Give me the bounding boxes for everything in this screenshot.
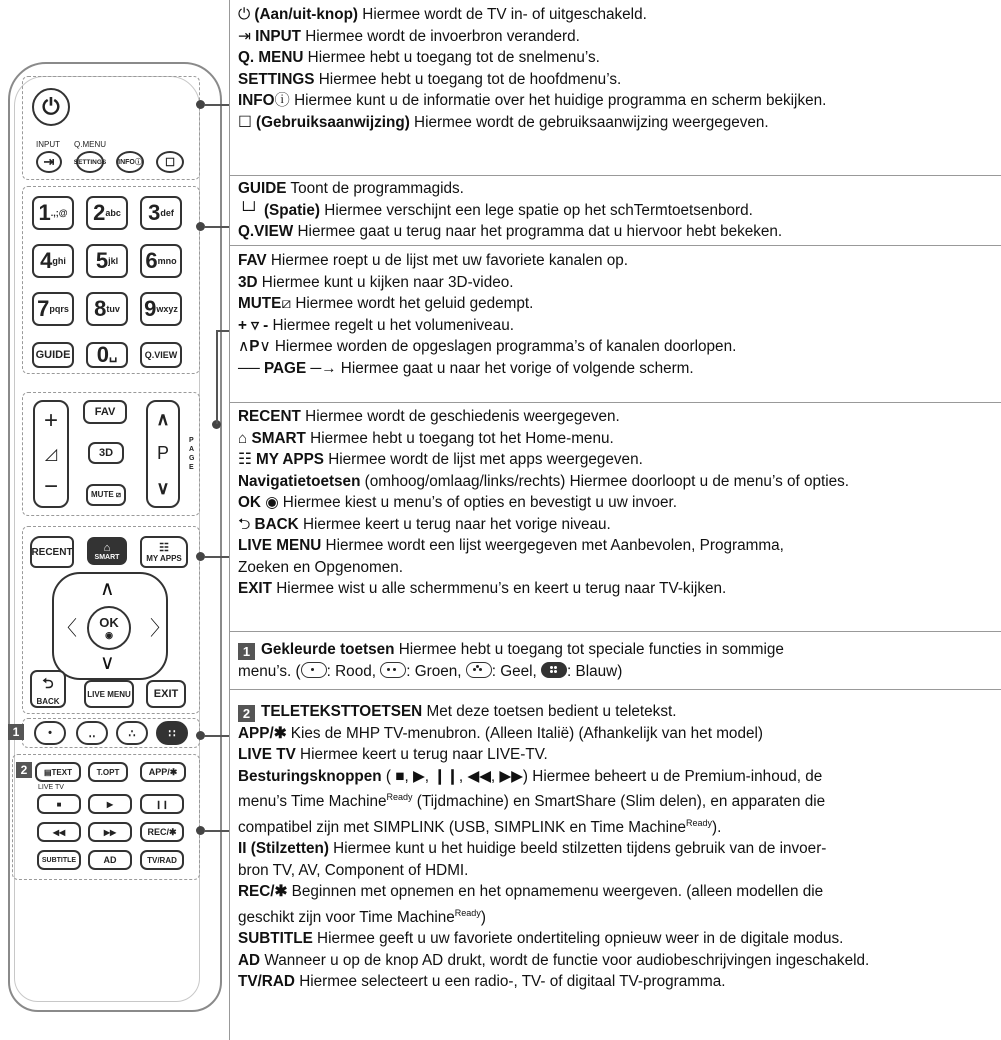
- number-key[interactable]: [32, 244, 74, 278]
- recent-button[interactable]: [30, 536, 74, 568]
- tvrad-button[interactable]: [140, 850, 184, 870]
- row-user-guide: ☐ (Gebruiksaanwijzing) Hiermee wordt de gebruiksaanwijzing weergegeven.: [238, 113, 769, 131]
- number-key[interactable]: [32, 196, 74, 230]
- qmenu-caption: Q.MENU: [74, 140, 106, 149]
- green-key-icon: [380, 662, 406, 678]
- number-key-letters: ghi: [52, 256, 66, 266]
- number-key[interactable]: [140, 196, 182, 230]
- row-livemenu: LIVE MENU Hiermee wordt een lijst weergegeven met Aanbevolen, Programma,: [238, 537, 784, 554]
- row-power: ⏻ (Aan/uit-knop) Hiermee wordt de TV in- of uitgeschakeld.: [238, 6, 647, 23]
- back-arrow-icon: ⮌: [42, 674, 54, 691]
- zero-label: 0: [96, 342, 109, 367]
- yellow-key-icon: [466, 662, 492, 678]
- number-key[interactable]: [32, 292, 74, 326]
- threed-icon: 3D: [238, 273, 258, 291]
- row-pause: II (Stilzetten) Hiermee kunt u het huidige beeld stilzetten tijdens gebruik van de invoer-: [238, 840, 827, 858]
- space-icon: ␣: [108, 347, 118, 362]
- input-button[interactable]: [36, 151, 62, 173]
- section-power-input: [229, 0, 1001, 175]
- number-key-letters: .,;@: [50, 208, 68, 218]
- leader-line-2: [204, 226, 230, 228]
- row-mute: MUTE⧄ Hiermee wordt het geluid gedempt.: [238, 295, 534, 312]
- stop-icon: ■: [56, 799, 62, 809]
- leader-line-3b: [216, 330, 230, 332]
- number-key-letters: abc: [105, 208, 121, 218]
- stop-button[interactable]: [37, 794, 81, 814]
- play-button[interactable]: [88, 794, 132, 814]
- row-livetv: LIVE TV Hiermee keert u terug naar LIVE-TV.: [238, 746, 548, 763]
- rec-button[interactable]: [140, 822, 184, 842]
- description-panel: [229, 0, 1001, 1040]
- exit-label: EXIT: [153, 688, 179, 700]
- pause-icon: ❙❙: [155, 799, 169, 809]
- topt-label: T.OPT: [96, 767, 120, 777]
- play-icon: ▶: [106, 799, 114, 809]
- ad-button[interactable]: [88, 850, 132, 870]
- ok-label: OK: [99, 615, 119, 630]
- row-controls-cont2: compatibel zijn met SIMPLINK (USB, SIMPLINK en Time Machine$^{Ready}$).: [238, 817, 722, 836]
- section-volume: [229, 245, 1001, 402]
- home-icon: ⌂: [238, 429, 248, 447]
- app-label: APP/✱: [148, 766, 178, 777]
- red-button[interactable]: [34, 721, 66, 745]
- volume-up-icon: +: [43, 406, 58, 434]
- chevron-down-icon: ∨: [259, 338, 271, 355]
- row-volume: + ▿ - Hiermee regelt u het volumeniveau.: [238, 316, 514, 334]
- apps-grid-icon: ☷: [238, 451, 252, 468]
- text-button[interactable]: [35, 762, 81, 782]
- subtitle-label: SUBTITLE: [41, 856, 77, 864]
- volume-icon: ◿: [44, 445, 58, 463]
- badge-one: 1: [238, 643, 255, 660]
- leader-line-4: [204, 556, 230, 558]
- fav-button[interactable]: [83, 400, 127, 424]
- input-icon: ⇥: [238, 27, 251, 45]
- row-back: ⮌ BACK Hiermee keert u terug naar het vorige niveau.: [238, 515, 611, 533]
- info-label: INFOⓘ: [118, 159, 142, 166]
- user-guide-button[interactable]: [156, 151, 184, 173]
- row-page: ── PAGE ─→ Hiermee gaat u naar het vorige of volgende scherm.: [238, 359, 694, 377]
- fast-forward-icon: ▶▶: [103, 827, 117, 837]
- row-tvrad: TV/RAD Hiermee selecteert u een radio-, TV- of digitaal TV-programma.: [238, 973, 726, 991]
- guide-button[interactable]: [32, 342, 74, 368]
- qview-button[interactable]: [140, 342, 182, 368]
- ok-dot-icon: ◉: [265, 494, 279, 511]
- ok-dot-icon: ◉: [105, 630, 113, 640]
- channel-label: P: [156, 443, 169, 464]
- number-key-digit: 9: [144, 296, 157, 321]
- rec-label: REC/✱: [147, 826, 177, 837]
- number-key-digit: 7: [37, 296, 50, 321]
- fav-label: FAV: [94, 406, 116, 418]
- info-icon: ⓘ: [274, 92, 290, 109]
- mute-label: MUTE ⧄: [91, 490, 121, 499]
- space-icon: └┘: [238, 201, 260, 219]
- smart-button[interactable]: [87, 537, 127, 565]
- number-key-letters: tuv: [106, 304, 120, 314]
- row-3d: 3D Hiermee kunt u kijken naar 3D-video.: [238, 273, 514, 291]
- settings-label: SETTINGS: [73, 158, 107, 166]
- yellow-button[interactable]: [116, 721, 148, 745]
- number-key[interactable]: [140, 292, 182, 326]
- badge-one: 1: [8, 724, 24, 740]
- tvrad-label: TV/RAD: [147, 855, 177, 865]
- row-input: ⇥ INPUT Hiermee wordt de invoerbron veranderd.: [238, 27, 580, 45]
- recent-label: RECENT: [31, 546, 73, 558]
- app-button[interactable]: [140, 762, 186, 782]
- back-button[interactable]: [30, 670, 66, 708]
- row-myapps: ☷ MY APPS Hiermee wordt de lijst met apps weergegeven.: [238, 451, 643, 468]
- number-key-digit: 5: [95, 248, 109, 273]
- power-button[interactable]: [32, 88, 70, 126]
- row-fav: FAV Hiermee roept u de lijst met uw favoriete kanalen op.: [238, 252, 628, 269]
- blue-key-icon: [541, 662, 567, 678]
- row-channel: ∧P∨ Hiermee worden de opgeslagen programma’s of kanalen doorlopen.: [238, 338, 737, 355]
- leader-line-6: [204, 830, 230, 832]
- row-color: 1 Gekleurde toetsen Hiermee hebt u toegang tot speciale functies in sommige: [238, 639, 1001, 661]
- three-dots-icon: ∴: [128, 727, 136, 740]
- guide-label: GUIDE: [35, 349, 71, 361]
- rewind-button[interactable]: [37, 822, 81, 842]
- row-ad: AD Wanneer u op de knop AD drukt, wordt de functie voor audiobeschrijvingen ingeschakeld.: [238, 951, 870, 969]
- text-label: ▤TEXT: [43, 767, 72, 777]
- settings-button[interactable]: [73, 151, 107, 173]
- row-exit: EXIT Hiermee wist u alle schermmenu’s en keert u terug naar TV-kijken.: [238, 580, 727, 597]
- nav-up-icon[interactable]: ∧: [100, 578, 115, 600]
- channel-up-icon: ∧: [156, 408, 170, 429]
- rewind-icon: ◀◀: [52, 827, 66, 837]
- number-key-digit: 1: [38, 200, 51, 225]
- zero-space-button[interactable]: [86, 342, 128, 368]
- number-key-letters: mno: [157, 256, 177, 266]
- section-color-keys: [229, 631, 1001, 689]
- chevron-up-icon: ∧: [238, 338, 250, 355]
- number-key[interactable]: [140, 244, 182, 278]
- user-guide-icon: ☐: [238, 113, 252, 131]
- volume-down-icon: −: [43, 473, 58, 501]
- input-caption: INPUT: [36, 140, 60, 149]
- power-icon: ⏻: [238, 6, 251, 23]
- row-controls: Besturingsknoppen ( ■, ▶, ❙❙, ◀◀, ▶▶) Hiermee beheert u de Premium-inhoud, de: [238, 767, 823, 785]
- volume-rocker[interactable]: [33, 400, 69, 508]
- nav-left-icon[interactable]: 〈: [57, 618, 77, 640]
- livetv-caption: LIVE TV: [38, 784, 64, 791]
- mute-button[interactable]: [86, 484, 126, 506]
- arrow-right-icon: ─→: [310, 359, 337, 377]
- number-key-digit: 2: [93, 200, 106, 225]
- row-livemenu-cont: Zoeken en Opgenomen.: [238, 558, 403, 576]
- row-ok: OK ◉ Hiermee kiest u menu’s of opties en bevestigt u uw invoer.: [238, 494, 678, 511]
- number-key-digit: 6: [145, 248, 158, 273]
- exit-button[interactable]: [146, 680, 186, 708]
- green-button[interactable]: [76, 721, 108, 745]
- blue-button[interactable]: [156, 721, 188, 745]
- badge-two: 2: [238, 705, 255, 722]
- myapps-label: MY APPS: [146, 554, 182, 563]
- threed-label: 3D: [98, 447, 114, 459]
- pause-button[interactable]: [140, 794, 184, 814]
- user-guide-icon: ☐: [165, 156, 175, 169]
- red-key-icon: [301, 662, 327, 678]
- row-color-cont: menu’s. ( : Rood, : Groen, : Geel, : Blauw): [238, 662, 623, 680]
- badge-two: 2: [16, 762, 32, 778]
- row-space: └┘ (Spatie) Hiermee verschijnt een lege spatie op het schTermtoetsenbord.: [238, 201, 753, 219]
- row-qmenu: Q. MENU Hiermee hebt u toegang tot de snelmenu’s.: [238, 49, 600, 66]
- smart-label: SMART: [94, 553, 120, 561]
- livemenu-label: LIVE MENU: [87, 689, 131, 699]
- number-key-letters: wxyz: [156, 304, 178, 314]
- row-guide: GUIDE Toont de programmagids.: [238, 180, 464, 197]
- row-rec-cont: geschikt zijn voor Time Machine$^{Ready}$): [238, 907, 486, 926]
- power-icon: ⏻: [42, 94, 60, 119]
- number-key[interactable]: [86, 244, 128, 278]
- home-icon: ⌂: [103, 541, 111, 554]
- apps-grid-icon: ☷: [159, 542, 169, 554]
- mute-icon: ⧄: [281, 295, 292, 312]
- section-teletext: [229, 689, 1001, 1040]
- back-label: BACK: [36, 696, 60, 706]
- row-nav: Navigatietoetsen (omhoog/omlaag/links/rechts) Hiermee doorloopt u de menu’s of opties.: [238, 472, 850, 490]
- number-key[interactable]: [86, 292, 128, 326]
- number-key-letters: def: [160, 208, 174, 218]
- threed-button[interactable]: [88, 442, 124, 464]
- two-dots-icon: ‥: [88, 727, 96, 740]
- qview-label: Q.VIEW: [144, 350, 178, 360]
- nav-down-icon[interactable]: ∨: [100, 652, 115, 674]
- number-key-digit: 3: [148, 200, 161, 225]
- leader-line-3: [216, 330, 218, 424]
- leader-line-1: [204, 104, 230, 106]
- input-icon: ⇥: [43, 154, 55, 169]
- row-qview: Q.VIEW Hiermee gaat u terug naar het programma dat u hiervoor hebt bekeken.: [238, 223, 783, 240]
- one-dot-icon: •: [48, 727, 52, 739]
- row-settings: SETTINGS Hiermee hebt u toegang tot de hoofdmenu’s.: [238, 70, 622, 88]
- page-caption: PAGE: [189, 437, 195, 471]
- four-dots-icon: ∷: [168, 727, 176, 740]
- livemenu-button[interactable]: [84, 680, 134, 708]
- arrow-left-icon: ──: [238, 359, 260, 377]
- number-key[interactable]: [86, 196, 128, 230]
- row-teletext: 2 TELETEKSTTOETSEN Met deze toetsen bedient u teletekst.: [238, 701, 1001, 723]
- fast-forward-button[interactable]: [88, 822, 132, 842]
- row-info: INFOⓘ Hiermee kunt u de informatie over het huidige programma en scherm bekijken.: [238, 92, 827, 109]
- row-subtitle: SUBTITLE Hiermee geeft u uw favoriete ondertiteling opnieuw weer in de digitale modus.: [238, 930, 844, 948]
- myapps-button[interactable]: [140, 536, 188, 568]
- info-button[interactable]: [116, 151, 144, 173]
- number-key-digit: 4: [40, 248, 53, 273]
- subtitle-button[interactable]: [37, 850, 81, 870]
- number-key-letters: jkl: [108, 256, 119, 266]
- topt-button[interactable]: [88, 762, 128, 782]
- nav-right-icon[interactable]: 〉: [150, 618, 170, 640]
- number-key-letters: pqrs: [49, 304, 69, 314]
- channel-down-icon: ∨: [156, 478, 170, 499]
- row-rec: REC/✱ Beginnen met opnemen en het opnamemenu weergeven. (alleen modellen die: [238, 883, 824, 901]
- channel-rocker[interactable]: [146, 400, 180, 508]
- section-navigation: [229, 402, 1001, 631]
- remote-illustration: [0, 0, 235, 1040]
- ad-label: AD: [103, 855, 117, 865]
- row-app: APP/✱ Kies de MHP TV-menubron. (Alleen Italië) (Afhankelijk van het model): [238, 724, 763, 742]
- leader-line-5: [204, 735, 230, 737]
- number-key-digit: 8: [94, 296, 107, 321]
- row-pause-cont: bron TV, AV, Component of HDMI.: [238, 861, 469, 879]
- back-arrow-icon: ⮌: [238, 515, 251, 533]
- row-smart: ⌂ SMART Hiermee hebt u toegang tot het Home-menu.: [238, 429, 614, 447]
- row-controls-cont: menu’s Time Machine$^{Ready}$ (Tijdmachine) en SmartShare (Slim delen), en apparaten die: [238, 792, 826, 811]
- row-recent: RECENT Hiermee wordt de geschiedenis weergegeven.: [238, 408, 620, 425]
- ok-button[interactable]: [87, 606, 131, 650]
- section-guide: [229, 175, 1001, 245]
